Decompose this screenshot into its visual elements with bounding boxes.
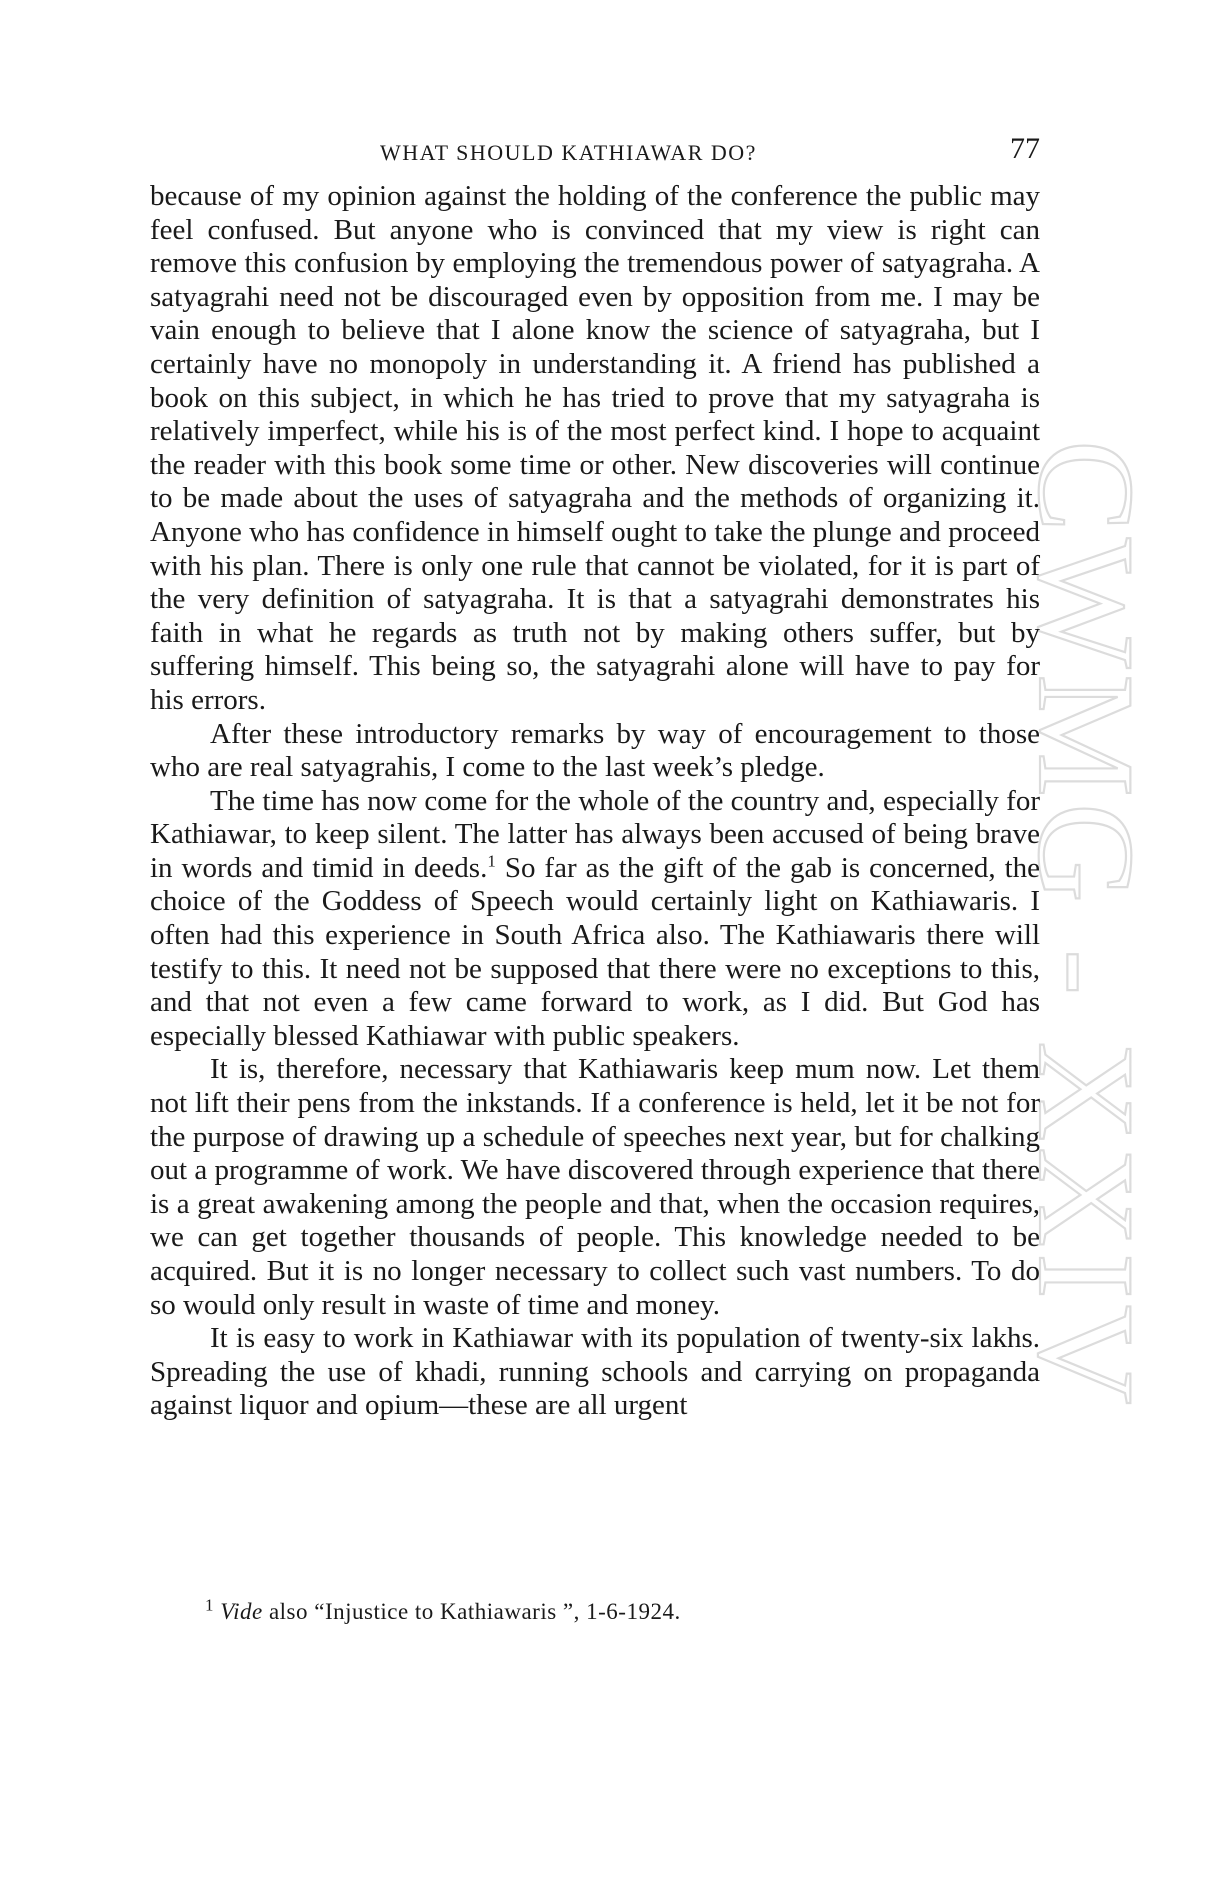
watermark-text: CWMG - XXIV <box>1010 440 1163 1411</box>
footnote-reference: 1 <box>487 851 496 871</box>
body-text <box>150 180 1040 1423</box>
paragraph-2: After these introductory remarks by way of encouragement to those who are real satyagrahis, I come to the last week’s pledge. <box>150 717 1040 784</box>
paragraph-4: It is, therefore, necessary that Kathiawaris keep mum now. Let them not lift their pens from the inkstands. If a conference is held, let it be not for the purpose of drawing up a schedule of speeches next year, but for chalking out a programme of work. We have discovered through experience that there is a great awakening among the people and that, when the occasion requires, we can get together thousands of people. This knowledge needed to be acquired. But it is no longer necessary to collect such vast numbers. To do so would only result in waste of time and money. <box>150 1053 1040 1321</box>
paragraph-3-text-b: So far as the gift of the gab is concerned, the choice of the Goddess of Speech would certainly light on Kathiawaris. I often had this experience in South Africa also. The Kathiawaris there will testify to this. It need not be supposed that there were no exceptions to this, and that not even a few came forward to work, as I did. But God has especially blessed Kathiawar with public speakers. <box>150 851 1040 1052</box>
paragraph-3 <box>150 785 1040 1054</box>
footnote-italic-lead: Vide <box>220 1599 263 1624</box>
paragraph-3-text-a: The time has now come for the whole of the country and, especially for Kathiawar, to keep silent. The latter has always been accused of being brave in words and timid in deeds. <box>150 784 1040 884</box>
paragraph-5: It is easy to work in Kathiawar with its population of twenty-six lakhs. Spreading the use of khadi, running schools and carrying on propaganda against liquor and opium—these are all urgent <box>150 1322 1040 1422</box>
watermark <box>1010 440 1163 1460</box>
paragraph-1: because of my opinion against the holding of the conference the public may feel confused. But anyone who is convinced that my view is right can remove this confusion by employing the tremendous power of satyagraha. A satyagrahi need not be discouraged even by opposition from me. I may be vain enough to believe that I alone know the science of satyagraha, but I certainly have no monopoly in understanding it. A friend has published a book on this subject, in which he has tried to prove that my satyagraha is relatively imperfect, while his is of the most perfect kind. I hope to acquaint the reader with this book some time or other. New discoveries will continue to be made about the uses of satyagraha and the methods of organizing it. Anyone who has confidence in himself ought to take the plunge and proceed with his plan. There is only one rule that cannot be violated, for it is part of the very definition of satyagraha. It is that a satyagrahi demonstrates his faith in what he regards as truth not by making others suffer, but by suffering himself. This being so, the satyagrahi alone will have to pay for his errors. <box>150 180 1040 716</box>
running-title: WHAT SHOULD KATHIAWAR DO? <box>380 140 757 165</box>
footnote <box>205 1597 1040 1627</box>
running-head <box>150 132 1040 172</box>
page-number: 77 <box>1010 132 1040 165</box>
footnote-marker: 1 <box>205 1595 214 1615</box>
footnote-text: also “Injustice to Kathiawaris ”, 1-6-1924. <box>262 1599 681 1624</box>
